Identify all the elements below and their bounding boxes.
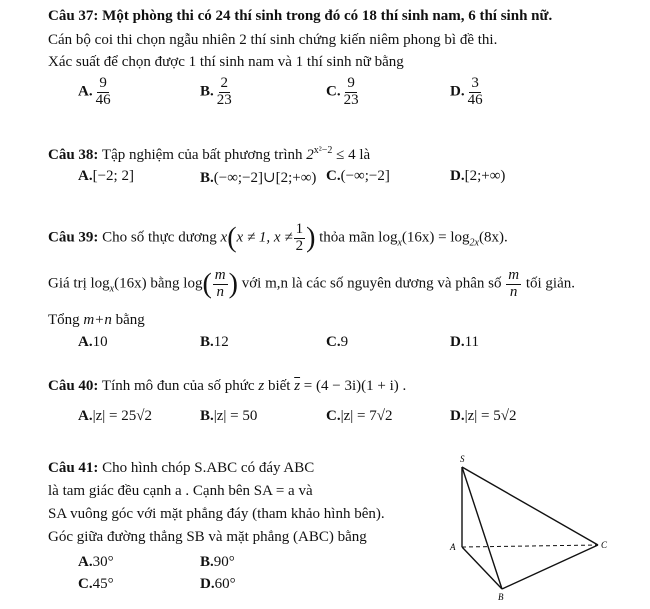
option-value: 12 [213,334,229,350]
frac-num: 9 [347,75,355,91]
vertex-S-label: S [460,454,465,464]
option-value: [2;+∞) [464,168,506,184]
option-value: 60° [214,576,236,592]
option-value: (−∞;−2]∪[2;+∞) [213,170,317,186]
q39-line3 [48,312,145,329]
q38-tail: là [359,147,371,163]
option-key: C. [326,408,341,424]
q41-line4: Góc giữa đường thẳng SB và mặt phẳng (ABC) bằng [48,529,367,545]
q37-option-b[interactable] [200,76,235,109]
q41-option-c[interactable] [78,576,114,593]
option-key: C. [326,83,341,100]
q40-option-c[interactable] [326,408,392,425]
q39-l3b: bằng [115,312,145,328]
q39-stem: Câu 39: Cho số thực dương x(x ≠ 1, x ≠ $\frac{1}{2}$ ) thỏa mãn $\log_x(16x) = \log_{2x}(8x)$. [48,221,508,254]
q39-l3-expr: m+n [83,312,112,328]
frac-num: 3 [471,75,479,91]
q40-stem [48,378,406,395]
q40-option-b[interactable] [200,408,257,425]
q39-log2-base: 2x [469,237,479,249]
option-key: B. [200,83,214,100]
option-key: D. [200,576,215,592]
q39-l2d: tối giản. [525,275,576,292]
q39-log1: log [378,229,398,246]
vertex-B-label: B [498,592,504,602]
edge-SB [462,467,502,589]
q37-line3: Xác suất để chọn được 1 thí sinh nam và 1 thí sinh nữ bằng [48,54,404,70]
option-key: C. [78,576,93,592]
edge-SC [462,467,598,545]
q40-rest: = (4 − 3i)(1 + i) . [303,378,407,394]
q40-option-d[interactable] [450,408,516,425]
option-key: A. [78,334,93,350]
q39-eq-end: (8x). [479,229,508,246]
q39-l2-base: x [109,283,115,295]
frac-num: 2 [220,75,229,91]
q38-option-c[interactable] [326,168,390,185]
q38-option-b[interactable] [200,168,316,187]
frac-den: 23 [343,91,359,108]
option-value: 11 [464,334,480,350]
frac-den: n [509,283,518,300]
option-value: 90° [213,554,235,570]
option-value: |z| = 25√2 [92,408,152,424]
option-value: 9 [340,334,349,350]
option-value: |z| = 50 [213,408,258,424]
option-key: C. [326,168,341,184]
option-key: B. [200,408,214,424]
option-key: D. [450,408,465,424]
q38-ineq-rest: ≤ 4 [336,147,356,163]
q39-option-c[interactable] [326,334,348,351]
q40-label: Câu 40: [48,378,99,394]
q37-text-1: Câu 37: Một phòng thi có 24 thí sinh trong đó có 18 thí sinh nam, 6 thí sinh nữ. [48,8,553,24]
option-key: A. [78,168,93,184]
q39-l3: Tổng [48,312,80,328]
option-key: C. [326,334,341,350]
q39-l2a: Giá trị [48,275,87,292]
q41-line2: là tam giác đều cạnh a . Cạnh bên SA = a và [48,483,313,499]
q38-label: Câu 38: [48,147,99,163]
q39-label: Câu 39: [48,229,99,246]
frac-num: 1 [295,221,304,237]
q41-text-1: Cho hình chóp S.ABC có đáy ABC [102,460,315,476]
q39-var-x: x [220,229,228,246]
q39-text2: thỏa mãn [319,229,375,246]
q39-l2-log: log [90,275,110,292]
frac-den: 2 [295,237,304,254]
q38-option-a[interactable] [78,168,134,185]
frac-num: 9 [99,75,107,91]
q40-biet: biết [267,378,291,394]
q39-l2b: bằng [150,275,180,292]
option-value: 45° [92,576,114,592]
option-key: D. [450,334,465,350]
frac-den: 46 [467,91,483,108]
option-value: 30° [92,554,114,570]
q39-line2: Giá trị $\log_x(16x)$ bằng log( $\frac{m}{n}$ ) với m,n là các số nguyên dương và phân số $\frac{m}{n}$ tối giản. [48,267,576,300]
option-key: D. [450,83,465,100]
option-value: |z| = 5√2 [464,408,517,424]
q40-text: Tính mô đun của số phức [101,378,255,394]
q40-option-a[interactable] [78,408,152,425]
q39-option-d[interactable] [450,334,479,351]
edge-AB [462,547,502,589]
option-value: 10 [92,334,108,350]
q37-line2: Cán bộ coi thi chọn ngẫu nhiên 2 thí sinh chứng kiến niêm phong bì đề thi. [48,32,498,48]
option-value: |z| = 7√2 [340,408,393,424]
frac-den: 23 [216,91,232,108]
q39-option-b[interactable] [200,334,229,351]
q38-text: Tập nghiệm của bất phương trình [101,147,303,163]
option-key: B. [200,170,214,186]
option-key: B. [200,554,214,570]
frac-num: m [508,267,520,283]
q40-zbar: $\overline{z}$ [294,378,301,394]
option-value: (−∞;−2] [340,168,390,184]
q41-option-a[interactable] [78,554,114,571]
edge-BC [502,545,598,589]
edge-AC-hidden [462,545,598,547]
q39-l2-log2: log [183,275,203,292]
option-key: A. [78,554,93,570]
q37-option-a[interactable] [78,76,114,109]
q38-ineq-exp: x²−2 [313,145,333,156]
option-value: [−2; 2] [92,168,134,184]
q39-option-a[interactable] [78,334,108,351]
q37-option-d[interactable] [450,76,486,109]
vertex-C-label: C [601,540,608,550]
pyramid-figure [440,452,620,602]
option-key: A. [78,408,93,424]
q41-label: Câu 41: [48,460,99,476]
vertex-A-label: A [450,542,456,552]
q38-ineq-base: 2 [306,147,314,163]
option-key: A. [78,83,93,100]
q41-line1 [48,460,314,477]
frac-num: m [214,267,226,283]
q39-l2-arg: (16x) [114,275,147,292]
q38-option-d[interactable] [450,168,505,185]
q38-stem [48,145,370,164]
q41-option-b[interactable] [200,554,235,571]
q39-l2c: với m,n là các số nguyên dương và phân số [241,275,502,292]
q39-condition: x ≠ 1, x ≠ [236,229,293,246]
frac-den: n [216,283,224,300]
q39-log1-base: x [397,237,402,249]
q41-line3: SA vuông góc với mặt phẳng đáy (tham khảo hình bên). [48,506,385,522]
q41-option-d[interactable] [200,576,236,593]
frac-den: 46 [95,91,111,108]
q37-option-c[interactable] [326,76,362,109]
q37-line1 [48,8,552,25]
option-key: D. [450,168,465,184]
option-key: B. [200,334,214,350]
q39-text1: Cho số thực dương [102,229,217,246]
q39-eq-mid: (16x) = log [401,229,470,246]
q40-var-z: z [258,378,265,394]
